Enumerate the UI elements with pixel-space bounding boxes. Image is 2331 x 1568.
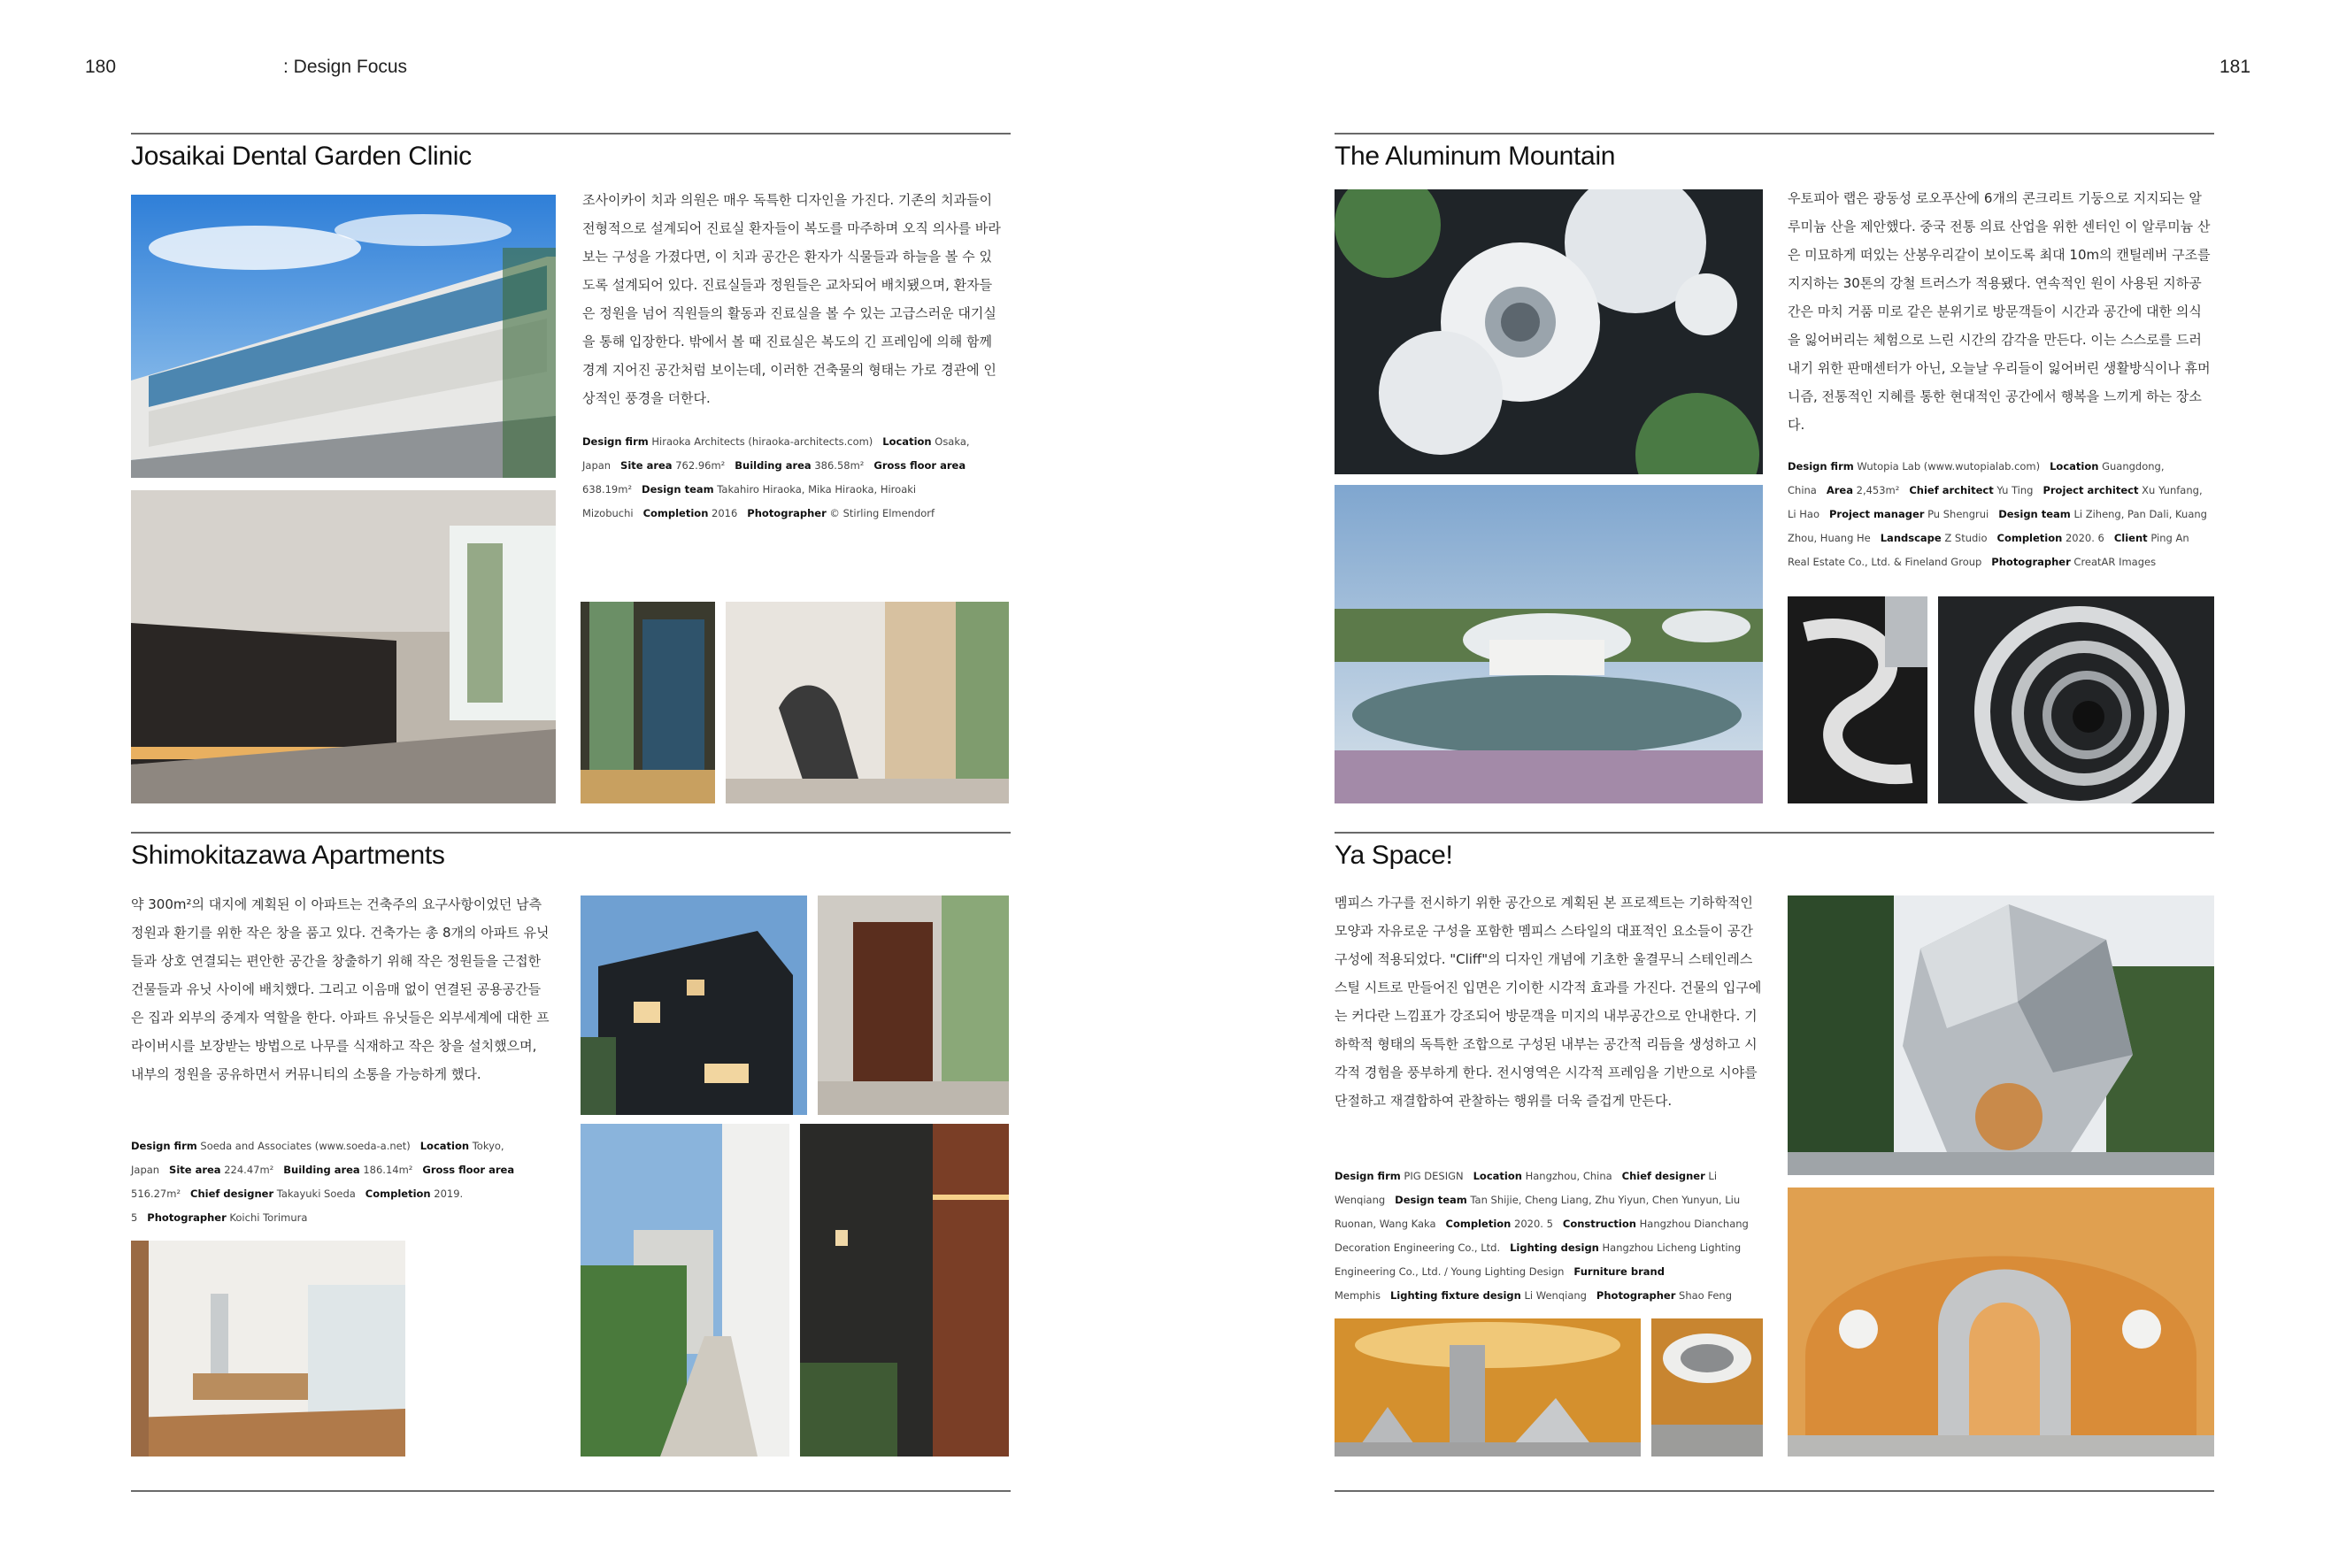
credit-value: 224.47m² (220, 1164, 274, 1176)
credit-value: Soeda and Associates (www.soeda-a.net) (196, 1140, 411, 1152)
credit-value: Wutopia Lab (www.wutopialab.com) (1853, 460, 2041, 473)
section-label: : Design Focus (283, 57, 408, 77)
credit-value: Takahiro Hiraoka, Mika Hiraoka, Hiroaki Mizobuchi (582, 483, 917, 519)
credit-label: Completion (642, 507, 709, 519)
credit-label: Furniture brand (1573, 1265, 1665, 1278)
credit-value: Li Ziheng, Pan Dali, Kuang Zhou, Huang He (1788, 508, 2207, 544)
left-page-number: 180 (85, 57, 117, 77)
credit-label: Design firm (131, 1140, 197, 1152)
credit-label: Design firm (582, 435, 649, 448)
credit-label: Location (2050, 460, 2099, 473)
right-page-number: 181 (2219, 57, 2251, 77)
credit-label: Gross floor area (873, 459, 966, 472)
credit-value: Xu Yunfang, Li Hao (1788, 484, 2203, 520)
credit-label: Location (882, 435, 932, 448)
credit-label: Building area (735, 459, 812, 472)
credit-value: Shao Feng (1675, 1289, 1733, 1302)
credit-value: Pu Shengrui (1924, 508, 1989, 520)
project-body-josaikai: 조사이카이 치과 의원은 매우 독특한 디자인을 가진다. 기존의 치과들이 전형적으로 설계되어 진료실 환자들이 복도를 마주하며 오직 의사를 바라보는 구성을 가졌다면, 이 치과 공간은 환자가 식물들과 하늘을 볼 수 있도록 설계되어 있다. 진료실들과 정원들은 교차되어 배치됐으며, 환자들은 정원을 넘어 직원들의 활동과 진료실을 볼 수 있는 고급스러운 대기실을 통해 입장한다. 밖에서 볼 때 진료실은 복도의 긴 프레임에 의해 함께 경계 지어진 공간처럼 보이는데, 이러한 건축물의 형태는 가로 경관에 인상적인 풍경을 더한다. (582, 192, 1001, 406)
credit-label: Completion (1996, 532, 2063, 544)
top-rule-left (131, 133, 1011, 135)
photo-mountain-aerial (1335, 189, 1763, 474)
credit-label: Client (2113, 532, 2148, 544)
bottom-rule-right (1335, 1490, 2214, 1492)
photo-apartment-entrance (818, 895, 1009, 1115)
credit-label: Completion (365, 1188, 431, 1200)
credit-value: Tan Shijie, Cheng Liang, Zhu Yiyun, Chen Yunyun, Liu Ruonan, Wang Kaka (1335, 1194, 1741, 1230)
project-credits-josaikai (582, 430, 1002, 526)
credit-value: 2020. 6 (2062, 532, 2104, 544)
credit-value: 2,453m² (1852, 484, 1900, 496)
credit-value: Ping An Real Estate Co., Ltd. & Fineland Group (1788, 532, 2189, 568)
credit-label: Design team (1395, 1194, 1467, 1206)
credit-label: Photographer (1991, 556, 2071, 568)
credit-value: Guangdong, China (1788, 460, 2165, 496)
photo-apartment-exterior-dusk (581, 895, 807, 1115)
credit-label: Gross floor area (422, 1164, 515, 1176)
credit-value: 638.19m² (582, 483, 633, 496)
credit-label: Area (1826, 484, 1853, 496)
credit-label: Photographer (1596, 1289, 1676, 1302)
photo-mountain-stair-small (1788, 596, 1927, 803)
photo-clinic-lobby (131, 490, 556, 803)
credit-value: Z Studio (1941, 532, 1988, 544)
credit-value: PIG DESIGN (1400, 1170, 1464, 1182)
credit-label: Photographer (147, 1211, 227, 1224)
credit-label: Landscape (1880, 532, 1942, 544)
credit-value: Takayuki Soeda (273, 1188, 356, 1200)
project-title-ya-space: Ya Space! (1335, 841, 1453, 870)
credit-value: Koichi Torimura (226, 1211, 308, 1224)
credit-label: Project manager (1828, 508, 1925, 520)
project-body-aluminum-mountain: 우토피아 랩은 광동성 로오푸산에 6개의 콘크리트 기둥으로 지지되는 알루미늄 산을 제안했다. 중국 전통 의료 산업을 위한 센터인 이 알루미늄 산은 미묘하게 떠있는 산봉우리같이 보이도록 최대 10m의 캔틸레버 구조를 지지하는 30톤의 강철 트러스가 적용됐다. 연속적인 원이 사용된 지하공간은 마치 거품 미로 같은 분위기로 방문객들이 시간과 공간에 대한 의식을 잃어버리는 체험으로 느린 시간의 감각을 만든다. 이는 스스로를 드러내기 위한 판매센터가 아닌, 오늘날 우리들이 잃어버린 생활방식이나 휴머니즘, 전통적인 지혜를 통한 현대적인 공간에서 행복을 느끼게 하는 장소다. (1788, 190, 2211, 433)
credit-label: Chief designer (1621, 1170, 1705, 1182)
credit-label: Construction (1562, 1218, 1636, 1230)
credit-value: 2020. 5 (1511, 1218, 1553, 1230)
credit-label: Design team (642, 483, 714, 496)
credit-value: Hangzhou Licheng Lighting Engineering Co., Ltd. / Young Lighting Design (1335, 1241, 1742, 1278)
project-title-shimokitazawa: Shimokitazawa Apartments (131, 841, 445, 870)
photo-apartment-dark-courtyard (800, 1124, 1009, 1457)
credit-value: Li Wenqiang (1520, 1289, 1587, 1302)
credit-value: Tokyo, Japan (131, 1140, 504, 1176)
photo-mountain-pond (1335, 485, 1763, 803)
credit-label: Chief designer (190, 1188, 274, 1200)
credit-value: Hangzhou, China (1521, 1170, 1612, 1182)
project-credits-ya-space (1335, 1164, 1763, 1308)
credit-value: 2016 (708, 507, 738, 519)
photo-clinic-corridor (581, 602, 715, 803)
credit-label: Site area (620, 459, 673, 472)
credit-value: Hangzhou Dianchang Decoration Engineering Co., Ltd. (1335, 1218, 1749, 1254)
photo-yaspace-facade (1788, 895, 2214, 1175)
photo-yaspace-round-window (1651, 1318, 1763, 1457)
bottom-rule-left (131, 1490, 1011, 1492)
photo-yaspace-grey-interior (1335, 1318, 1641, 1457)
credit-label: Building area (283, 1164, 360, 1176)
photo-clinic-treatment-room (726, 602, 1009, 803)
credit-label: Location (1473, 1170, 1522, 1182)
credit-value: Hiraoka Architects (hiraoka-architects.com) (648, 435, 873, 448)
middle-rule-right (1335, 832, 2214, 834)
credit-value: 2019. 5 (131, 1188, 464, 1224)
project-title-josaikai: Josaikai Dental Garden Clinic (131, 142, 472, 171)
credit-value: Yu Ting (1993, 484, 2034, 496)
project-credits-aluminum-mountain (1788, 455, 2212, 574)
photo-clinic-facade (131, 195, 556, 478)
photo-mountain-spiral (1938, 596, 2214, 803)
project-credits-shimokitazawa (131, 1134, 550, 1230)
credit-label: Design firm (1335, 1170, 1401, 1182)
credit-label: Design firm (1788, 460, 1854, 473)
credit-value: 516.27m² (131, 1188, 181, 1200)
credit-label: Completion (1445, 1218, 1512, 1230)
project-body-ya-space: 멤피스 가구를 전시하기 위한 공간으로 계획된 본 프로젝트는 기하학적인 모양과 자유로운 구성을 포함한 멤피스 스타일의 대표적인 요소들이 공간구성에 적용되었다. "Cliff"의 디자인 개념에 기초한 울결무늬 스테인레스 스틸 시트로 만들어진 입면은 기이한 시각적 효과를 가진다. 건물의 입구에는 커다란 느낌표가 강조되어 방문객을 미지의 내부공간으로 안내한다. 기하학적 형태의 독특한 조합으로 구성된 내부는 공간적 리듬을 생성하고 시각적 경험을 풍부하게 한다. 전시영역은 시각적 프레임을 기반으로 시야를 단절하고 재결합하여 관찰하는 행위를 더욱 즐겁게 만든다. (1335, 895, 1762, 1109)
credit-label: Location (419, 1140, 470, 1152)
credit-label: Project architect (2043, 484, 2139, 496)
photo-apartment-interior (131, 1241, 405, 1457)
credit-value: Osaka, Japan (582, 435, 970, 472)
credit-label: Site area (169, 1164, 221, 1176)
credit-label: Chief architect (1909, 484, 1994, 496)
credit-value: 762.96m² (672, 459, 726, 472)
credit-label: Design team (1998, 508, 2071, 520)
credit-value: 386.58m² (811, 459, 865, 472)
middle-rule-left (131, 832, 1011, 834)
credit-value: CreatAR Images (2070, 556, 2157, 568)
credit-value: 186.14m² (359, 1164, 413, 1176)
photo-apartment-garden-path (581, 1124, 789, 1457)
credit-value: Memphis (1335, 1289, 1381, 1302)
project-body-shimokitazawa: 약 300m²의 대지에 계획된 이 아파트는 건축주의 요구사항이었던 남측 정원과 환기를 위한 작은 창을 품고 있다. 건축가는 총 8개의 아파트 유닛들과 상호 연결되는 편안한 공간을 창출하기 위해 작은 정원들을 근접한 건물들과 유닛 사이에 배치했다. 그리고 이음매 없이 연결된 공용공간들은 집과 외부의 중계자 역할을 한다. 아파트 유닛들은 외부세계에 대한 프라이버시를 보장받는 방법으로 나무를 식재하고 작은 창을 설치했으며, 내부의 정원을 공유하면서 커뮤니티의 소통을 가능하게 했다. (131, 896, 550, 1082)
credit-label: Lighting fixture design (1389, 1289, 1521, 1302)
project-title-aluminum-mountain: The Aluminum Mountain (1335, 142, 1616, 171)
credit-value: © Stirling Elmendorf (826, 507, 935, 519)
credit-label: Photographer (747, 507, 827, 519)
top-rule-right (1335, 133, 2214, 135)
credit-label: Lighting design (1510, 1241, 1599, 1254)
credit-value: Li Wenqiang (1335, 1170, 1718, 1206)
photo-yaspace-orange-arch (1788, 1188, 2214, 1457)
